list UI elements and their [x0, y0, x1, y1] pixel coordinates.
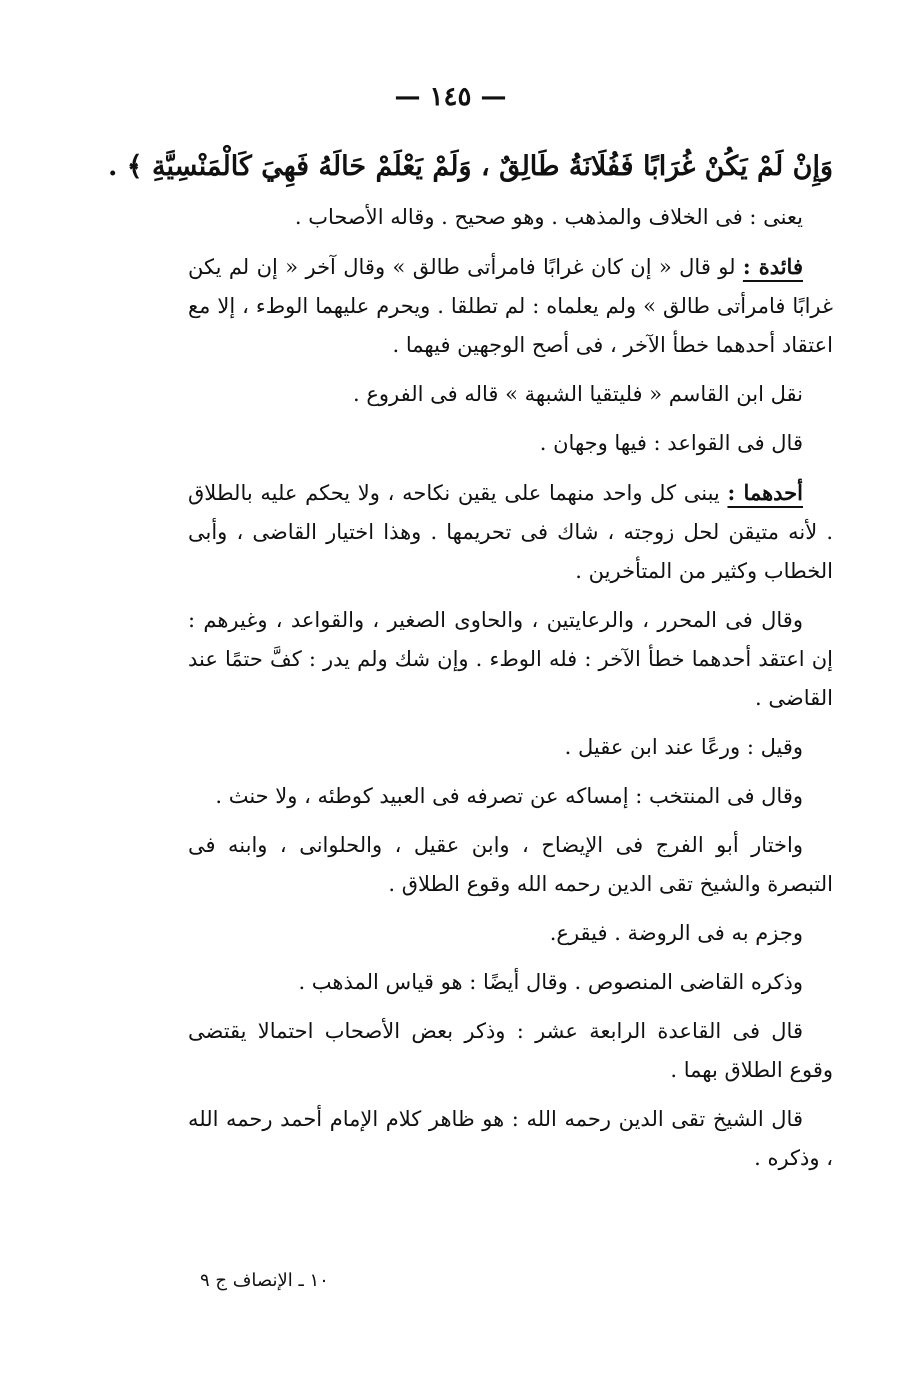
paragraph-text: نقل ابن القاسم « فليتقيا الشبهة » قاله فى الفروع . — [352, 382, 803, 406]
footer-signature: ١٠ ـ الإنصاف ج ٩ — [200, 1270, 329, 1291]
paragraph-text: يبنى كل واحد منهما على يقين نكاحه ، ولا يحكم عليه بالطلاق . لأنه متيقن لحل زوجته ، شاك فى تحريمها . وهذا اختيار القاضى ، وأبى الخطاب وكثير من المتأخرين . — [188, 481, 833, 583]
paragraph-2 — [188, 247, 833, 365]
paragraph-text: وقيل : ورعًا عند ابن عقيل . — [564, 735, 803, 759]
page-body — [108, 140, 833, 1188]
paragraph-text: وقال فى المحرر ، والرعايتين ، والحاوى الصغير ، والقواعد ، وغيرهم : إن اعتقد أحدهما خطأ الآخر : فله الوطء . وإن شك ولم يدر : كفَّ حتمًا عند القاضى . — [188, 608, 833, 710]
paragraph-13 — [188, 1100, 833, 1178]
paragraph-4 — [188, 424, 833, 463]
paragraph-10 — [188, 914, 833, 953]
paragraph-12 — [188, 1012, 833, 1090]
paragraph-7 — [188, 728, 833, 767]
paragraph-text: وجزم به فى الروضة . فيقرع. — [549, 921, 803, 945]
paragraph-text: قال فى القاعدة الرابعة عشر : وذكر بعض الأصحاب احتمالا يقتضى وقوع الطلاق بهما . — [188, 1019, 833, 1082]
paragraph-text: وقال فى المنتخب : إمساكه عن تصرفه فى العبيد كوطئه ، ولا حنث . — [215, 784, 803, 808]
paragraph-text: واختار أبو الفرج فى الإيضاح ، وابن عقيل ، والحلوانى ، وابنه فى التبصرة والشيخ تقى الدين رحمه الله وقوع الطلاق . — [188, 833, 833, 896]
paragraph-5 — [188, 473, 833, 591]
paragraph-6 — [188, 601, 833, 718]
quoted-text: وَإِنْ لَمْ يَكُنْ غُرَابًا فَفُلَانَةُ طَالِقٌ ، وَلَمْ يَعْلَمْ حَالَهُ فَهِيَ كَالْمَنْسِيَّةِ ﴾ . — [108, 151, 833, 182]
paragraph-3 — [188, 375, 833, 414]
first-opinion-label: أحدهما : — [727, 480, 803, 505]
paragraph-text: قال فى القواعد : فيها وجهان . — [539, 431, 803, 455]
paragraph-9 — [188, 826, 833, 904]
paragraph-text: يعنى : فى الخلاف والمذهب . وهو صحيح . وقاله الأصحاب . — [294, 205, 803, 229]
page-number: — ١٤٥ — — [394, 82, 507, 112]
paragraph-1 — [188, 198, 833, 237]
note-label: فائدة : — [742, 254, 803, 279]
paragraph-text: قال الشيخ تقى الدين رحمه الله : هو ظاهر كلام الإمام أحمد رحمه الله ، وذكره . — [188, 1107, 833, 1170]
paragraph-text: لو قال « إن كان غرابًا فامرأتى طالق » وقال آخر « إن لم يكن غرابًا فامرأتى طالق » ولم يعلماه : لم تطلقا . ويحرم عليهما الوطء ، إلا مع اعتقاد أحدهما خطأ الآخر ، فى أصح الوجهين فيهما . — [188, 255, 833, 357]
paragraph-11 — [188, 963, 833, 1002]
paragraph-8 — [188, 777, 833, 816]
paragraph-text: وذكره القاضى المنصوص . وقال أيضًا : هو قياس المذهب . — [298, 970, 803, 994]
